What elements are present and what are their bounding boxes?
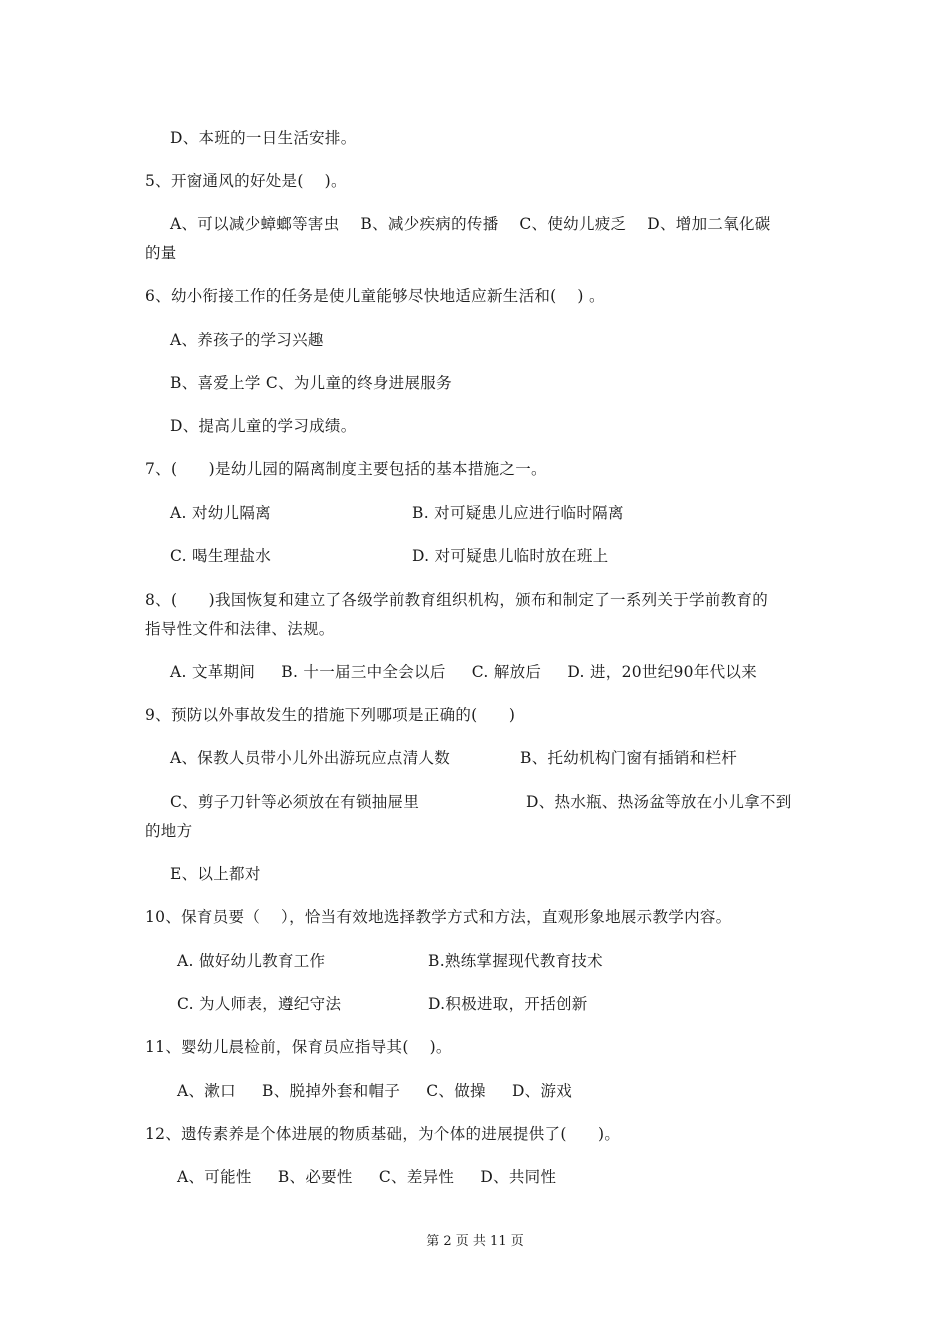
q9-option-b: B、托幼机构门窗有插销和栏杆 (520, 749, 738, 767)
q8-stem: 8、( )我国恢复和建立了各级学前教育组织机构，颁布和制定了一系列关于学前教育的 (145, 591, 769, 609)
q6-option-a: A、养孩子的学习兴趣 (170, 331, 324, 349)
q12-options: A、可能性 B、必要性 C、差异性 D、共同性 (177, 1168, 557, 1186)
page-footer: 第 2 页 共 11 页 (426, 1234, 524, 1249)
q10-option-b: B.熟练掌握现代教育技术 (428, 952, 603, 970)
q7-stem: 7、( )是幼儿园的隔离制度主要包括的基本措施之一。 (145, 460, 547, 478)
q5-options: A、可以减少蟑螂等害虫 B、减少疾病的传播 C、使幼儿疲乏 D、增加二氧化碳 (170, 215, 771, 233)
q6-option-bc: B、喜爱上学 C、为儿童的终身进展服务 (170, 374, 452, 392)
q9-option-c: C、剪子刀针等必须放在有锁抽屉里 (170, 793, 420, 811)
q9-stem: 9、预防以外事故发生的措施下列哪项是正确的( ) (145, 706, 516, 724)
q11-options: A、漱口 B、脱掉外套和帽子 C、做操 D、游戏 (177, 1082, 573, 1100)
q9-option-a: A、保教人员带小儿外出游玩应点清人数 (170, 749, 451, 767)
q12-stem: 12、遗传素养是个体进展的物质基础，为个体的进展提供了( )。 (145, 1125, 621, 1143)
q8-options: A. 文革期间 B. 十一届三中全会以后 C. 解放后 D. 进，20世纪90年代以来 (170, 663, 758, 681)
q10-option-c: C. 为人师表，遵纪守法 (177, 995, 342, 1013)
q7-option-b: B. 对可疑患儿应进行临时隔离 (412, 504, 624, 522)
q7-option-d: D. 对可疑患儿临时放在班上 (412, 547, 609, 565)
q5-options-cont: 的量 (145, 244, 177, 262)
q6-option-d: D、提高儿童的学习成绩。 (170, 417, 357, 435)
q6-stem: 6、幼小衔接工作的任务是使儿童能够尽快地适应新生活和( ) 。 (145, 287, 605, 305)
q10-option-d: D.积极进取，开括创新 (428, 995, 588, 1013)
q11-stem: 11、婴幼儿晨检前，保育员应指导其( )。 (145, 1038, 452, 1056)
q7-option-c: C. 喝生理盐水 (170, 547, 272, 565)
q8-stem-cont: 指导性文件和法律、法规。 (145, 620, 335, 638)
q10-stem: 10、保育员要（ ），恰当有效地选择教学方式和方法，直观形象地展示教学内容。 (145, 908, 732, 926)
q9-option-d: D、热水瓶、热汤盆等放在小儿拿不到 (526, 793, 792, 811)
q9-option-e: E、以上都对 (170, 865, 261, 883)
q5-stem: 5、开窗通风的好处是( )。 (145, 172, 347, 190)
q7-option-a: A. 对幼儿隔离 (170, 504, 271, 522)
q10-option-a: A. 做好幼儿教育工作 (177, 952, 326, 970)
q9-option-d-cont: 的地方 (145, 822, 193, 840)
q4-option-d: D、本班的一日生活安排。 (170, 129, 357, 147)
